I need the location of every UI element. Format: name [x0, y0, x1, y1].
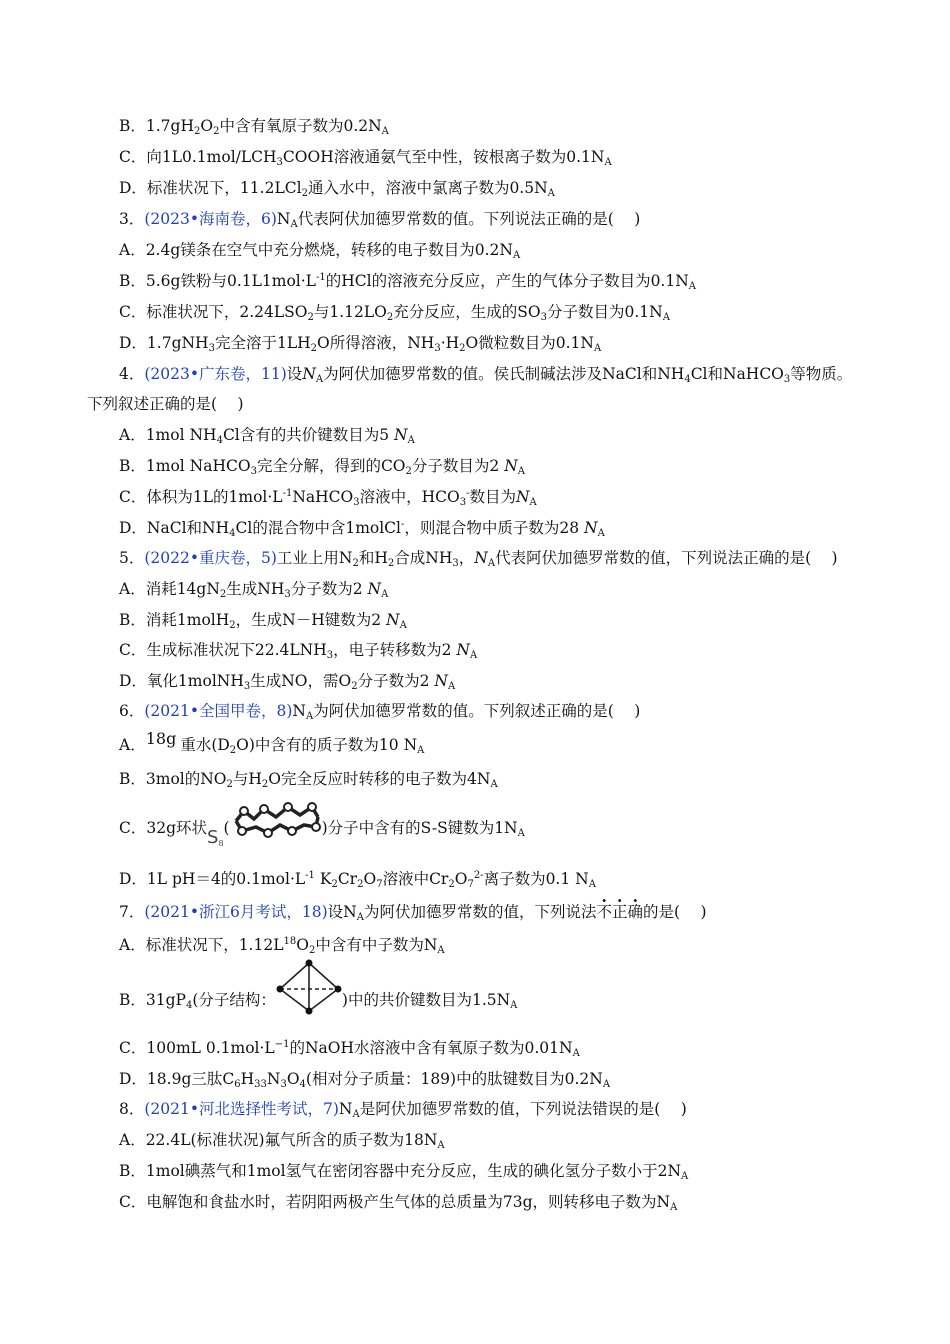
- q5-option-c: C．生成标准状况下$22.4LNH_3$，电子转移数为2 $N_A$: [119, 641, 478, 661]
- q3-option-d: D．1.7gNH$_3$完全溶于$1LH_2O$所得溶液，$NH_3\cdot H_2O$微粒数目为$0.1N_A$: [119, 334, 602, 354]
- q6-source: (2021•全国甲卷，8): [144, 702, 293, 720]
- q8-option-a: A．22.4L(标准状况)氟气所含的质子数为$18N_A$: [119, 1131, 445, 1151]
- q7-option-c: C．100mL $0.1mol\cdot L^{-1}$的NaOH水溶液中含有氧原子数为$0.01N_A$: [119, 1039, 580, 1059]
- q2-option-b: B．$1.7gH_2O_2$中含有氧原子数为$0.2N_A$: [119, 117, 389, 137]
- q4-source: (2023•广东卷，11): [144, 365, 287, 383]
- q4-option-b: B．1mol NaHCO$_3$完全分解，得到的$CO_2$分子数目为2 $N_A$: [119, 457, 525, 477]
- s8-ring-structure-diagram: [230, 799, 322, 839]
- q4-option-d: D．NaCl和$NH_4Cl$的混合物中含1molCl-，则混合物中质子数为28 $N_A$: [119, 519, 605, 539]
- q7-stem: 7．(2021•浙江6月考试，18)设$N_A$为阿伏加德罗常数的值，下列说法不正确的是( ): [119, 903, 707, 923]
- q5-stem: 5．(2022•重庆卷，5)工业上用$N_2$和$H_2$合成$NH_3$，$N_A$代表阿伏加德罗常数的值，下列说法正确的是( ): [119, 549, 838, 569]
- q7-option-d: D．18.9g三肽$C_6H_{33}N_3O_4$(相对分子质量：189)中的肽键数目为$0.2N_A$: [119, 1070, 611, 1090]
- q4-option-a: A．1mol $NH_4Cl$含有的共价键数目为5 $N_A$: [119, 426, 415, 446]
- q4-stem-line2: 下列叙述正确的是( ): [87, 395, 244, 413]
- q7-source: (2021•浙江6月考试，18): [144, 903, 328, 921]
- q3-option-b: B．5.6g铁粉与$0.1L1mol\cdot L^{-1}$的HCl的溶液充分反应，产生的气体分子数目为$0.1N_A$: [119, 272, 697, 292]
- q3-stem: 3．(2023•海南卷，$6)N_A$代表阿伏加德罗常数的值。下列说法正确的是( ): [119, 210, 641, 230]
- q8-stem: 8．(2021•河北选择性考试，$7)N_A$是阿伏加德罗常数的值，下列说法错误的是( ): [119, 1100, 687, 1120]
- q7-option-b: B．$31gP_4$(分子结构： )中的共价键数目为$1.5N_A$: [119, 987, 517, 1015]
- q3-option-a: A．2.4g镁条在空气中充分燃烧，转移的电子数目为$0.2N_A$: [119, 241, 521, 261]
- q6-option-b: B．3mol的$NO_2$与$H_2O$完全反应时转移的电子数为$4N_A$: [119, 770, 498, 790]
- q3-source: (2023•海南卷，6): [144, 210, 277, 228]
- p4-tetrahedron-structure-diagram: [276, 959, 342, 1015]
- q6-stem: 6．(2021•全国甲卷，$8)N_A$为阿伏加德罗常数的值。下列叙述正确的是( ): [119, 702, 641, 722]
- q5-source: (2022•重庆卷，5): [144, 549, 277, 567]
- q4-option-c: C．体积为1L的$1mol\cdot L^{-1}NaHCO_3$溶液中，$HCO_3^-$数目为$N_A$: [119, 488, 537, 508]
- q6-option-c: C．32g环状$S_8$( )分子中含有的S-S键数为$1N_A$: [119, 818, 525, 839]
- q6-option-d: D．1L pH＝4的$0.1mol\cdot L^{-1}$ $K_2Cr_2O_7$溶液中$Cr_2O_7^{2-}$离子数为0.1 $N_A$: [119, 870, 596, 890]
- q3-option-c: C．标准状况下，$2.24LSO_2$与$1.12LO_2$充分反应，生成的$SO_3$分子数目为$0.1N_A$: [119, 303, 670, 323]
- q4-stem: 4．(2023•广东卷，11)设$N_A$为阿伏加德罗常数的值。侯氏制碱法涉及NaCl和$NH_4Cl$和NaHCO$_3$等物质。: [119, 365, 853, 385]
- q7-option-a: A．标准状况下，$1.12L^{18}O_2$中含有中子数为$N_A$: [119, 936, 445, 956]
- q5-option-a: A．消耗$14gN_2$生成$NH_3$分子数为2 $N_A$: [119, 580, 389, 600]
- q8-option-c: C．电解饱和食盐水时，若阴阳两极产生气体的总质量为73g，则转移电子数为$N_A$: [119, 1193, 678, 1213]
- q8-source: (2021•河北选择性考试，7): [144, 1100, 339, 1118]
- q2-option-d: D．标准状况下，11.2LCl$_2$通入水中，溶液中氯离子数为$0.5N_A$: [119, 179, 555, 199]
- q5-option-d: D．氧化1molNH$_3$生成NO，需$O_2$分子数为2 $N_A$: [119, 672, 456, 692]
- q5-option-b: B．消耗1molH$_2$，生成N－H键数为2 $N_A$: [119, 611, 407, 631]
- q8-option-b: B．1mol碘蒸气和1mol氢气在密闭容器中充分反应，生成的碘化氢分子数小于$2N_A$: [119, 1162, 689, 1182]
- q6-option-a: A．18g 重水$(D_2O)$中含有的质子数为10 $N_A$: [119, 729, 425, 756]
- q2-option-c: C．向$1L0.1mol/LCH_3COOH$溶液通氨气至中性，铵根离子数为$0.1N_A$: [119, 148, 612, 168]
